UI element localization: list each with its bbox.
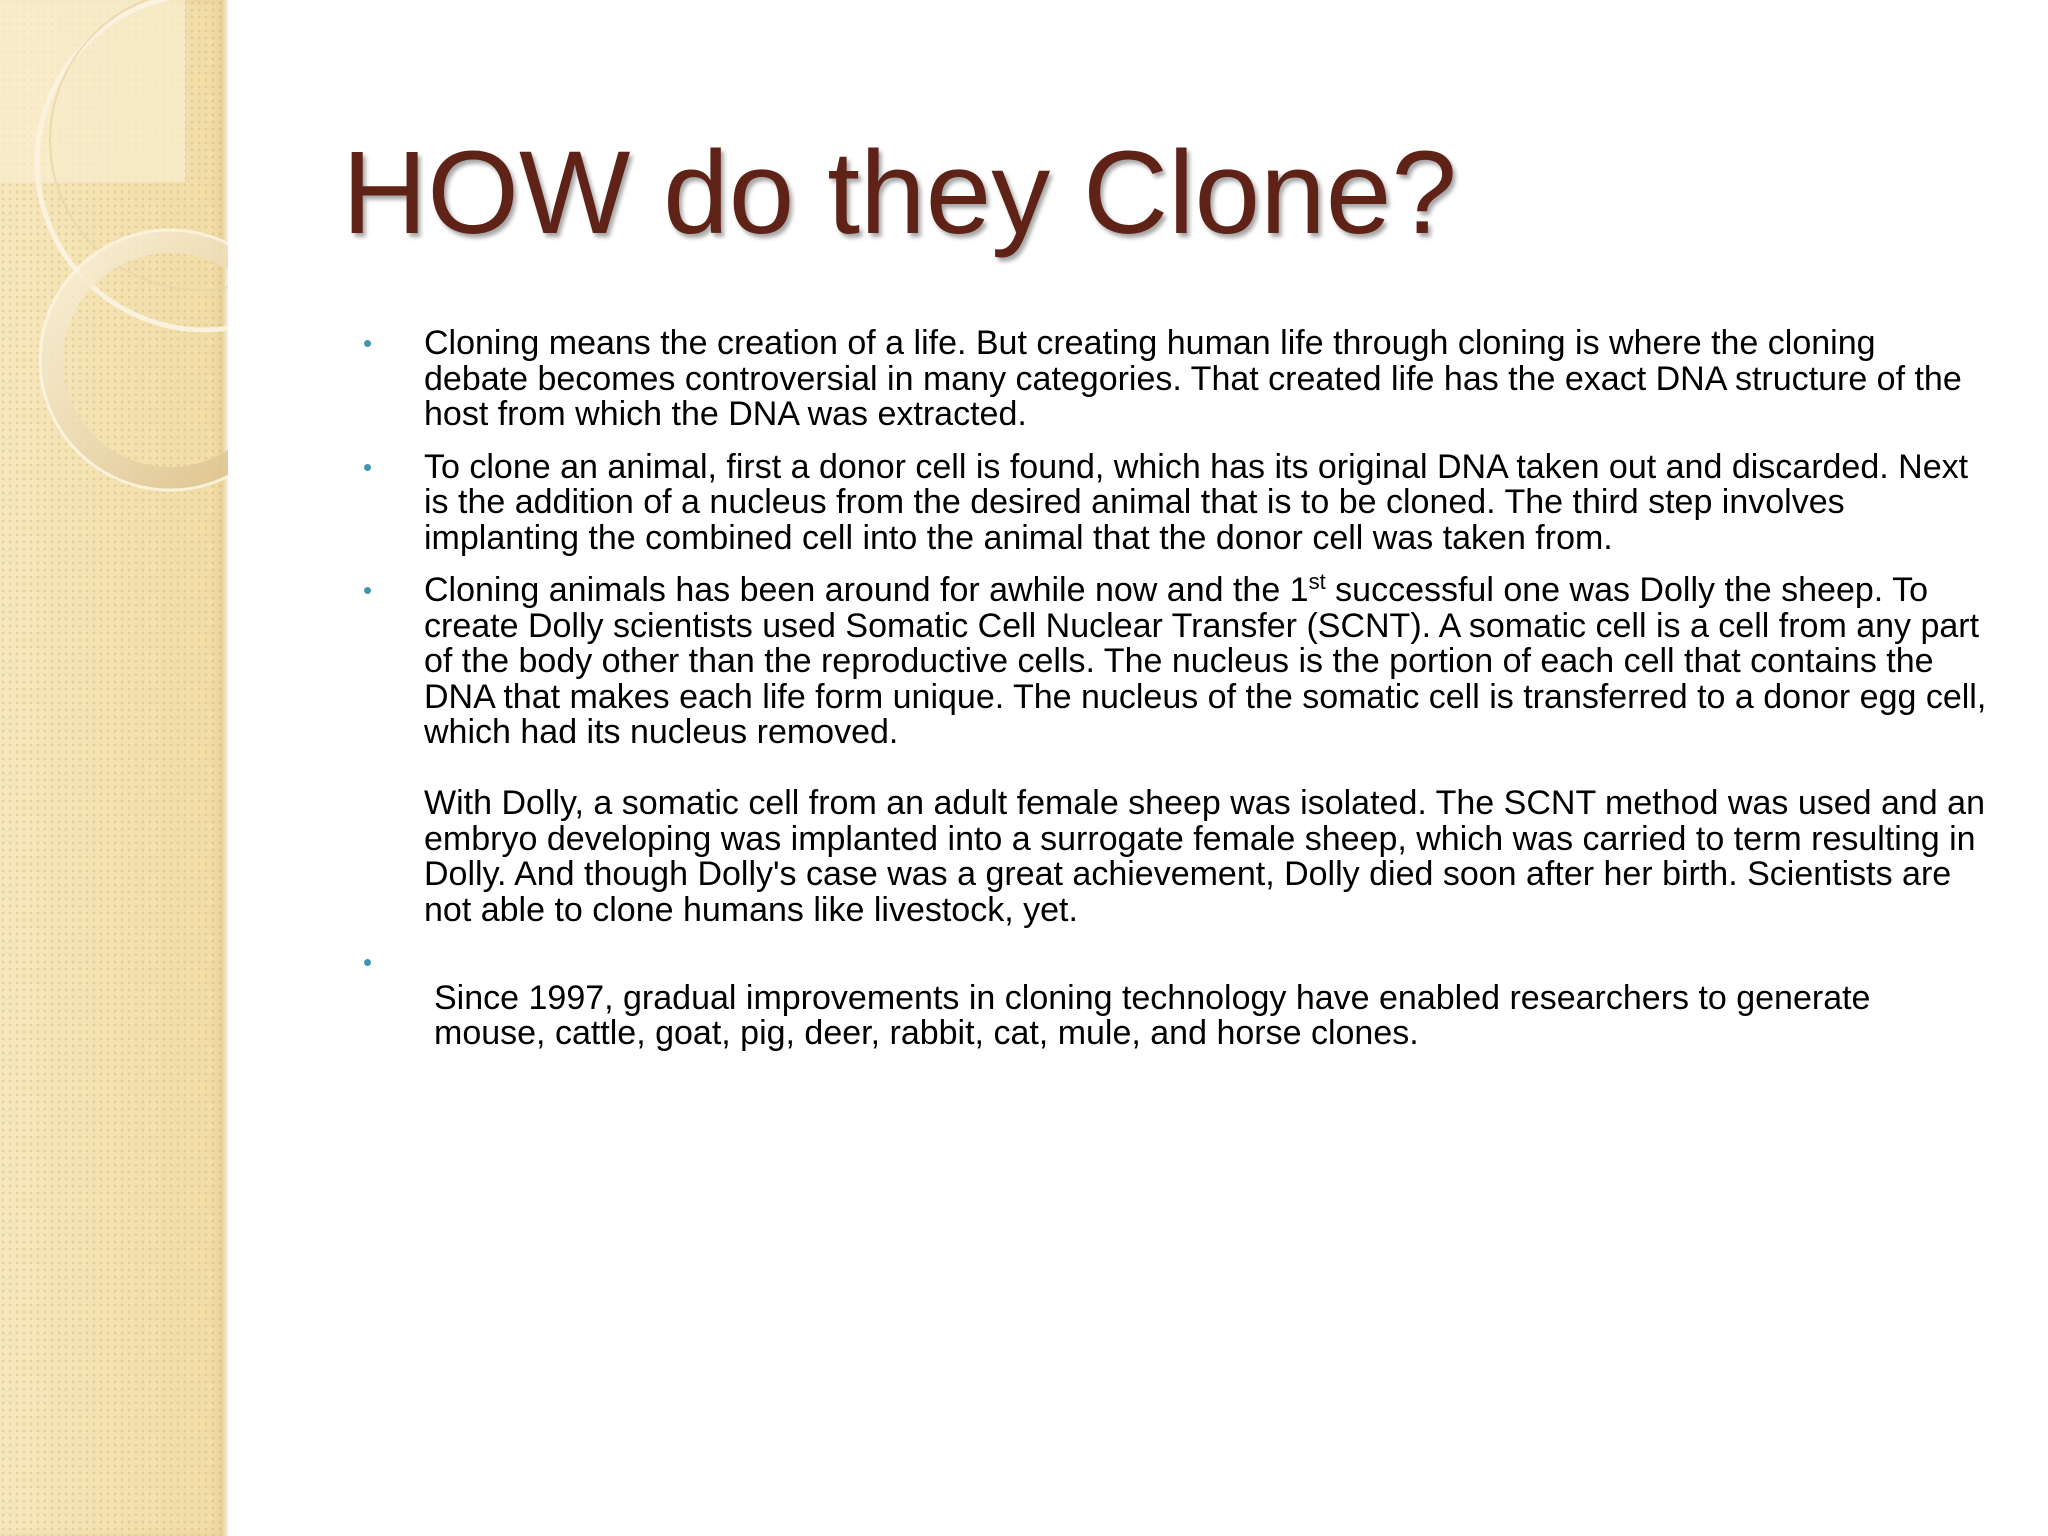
corner-panel <box>0 0 185 182</box>
bullet-text: Cloning means the creation of a life. But creating human life through cloning is where the cloning debate becomes controversial in many categories. That created life has the exact DNA structure of the host from which the DNA was extracted. <box>424 324 1962 433</box>
bullet-text: Since 1997, gradual improvements in cloning technology have enabled researchers to generate mouse, cattle, goat, pig, deer, rabbit, cat, mule, and horse clones. <box>434 978 1871 1052</box>
bullet-text-end: successful one was Dolly the sheep. To create Dolly scientists used Somatic Cell Nuclear Transfer (SCNT). A somatic cell is a cell from any part of the body other than the reproductive cells. The nucleus is the portion of each cell that contains the DNA that makes each life form unique. The nucleus of the somatic cell is transferred to a donor egg cell, which had its nucleus removed. <box>424 571 1987 751</box>
bullet-text-start: Cloning animals has been around for awhile now and the 1 <box>424 571 1309 609</box>
bullet-text <box>424 569 1988 751</box>
bullet-item <box>358 569 1988 929</box>
bullet-item <box>358 447 1988 557</box>
slide-title: HOW do they Clone? <box>342 127 1457 259</box>
bullet-icon: • <box>363 947 373 977</box>
bullet-list <box>358 326 1988 1069</box>
bullet-text: To clone an animal, first a donor cell is found, which has its original DNA taken out and discarded. Next is the addition of a nucleus from the desired animal that is to be cloned. The third step involves implanting the combined cell into the animal that the donor cell was taken from. <box>424 447 1969 557</box>
bullet-item <box>358 945 1988 1052</box>
bullet-text-second-paragraph: With Dolly, a somatic cell from an adult female sheep was isolated. The SCNT method was used and an embryo developing was implanted into a surrogate female sheep, which was carried to term resulting in Dolly. And though Dolly's case was a great achievement, Dolly died soon after her birth. Scientists are not able to clone humans like livestock, yet. <box>424 784 1985 929</box>
bullet-icon: • <box>363 451 373 482</box>
bullet-item <box>358 326 1988 433</box>
ordinal-suffix: st <box>1308 569 1326 594</box>
bullet-icon: • <box>363 328 373 358</box>
bullet-icon: • <box>363 575 373 605</box>
blank-line <box>424 945 1988 981</box>
decorative-rings <box>0 0 228 520</box>
small-ring-highlight <box>40 230 228 490</box>
